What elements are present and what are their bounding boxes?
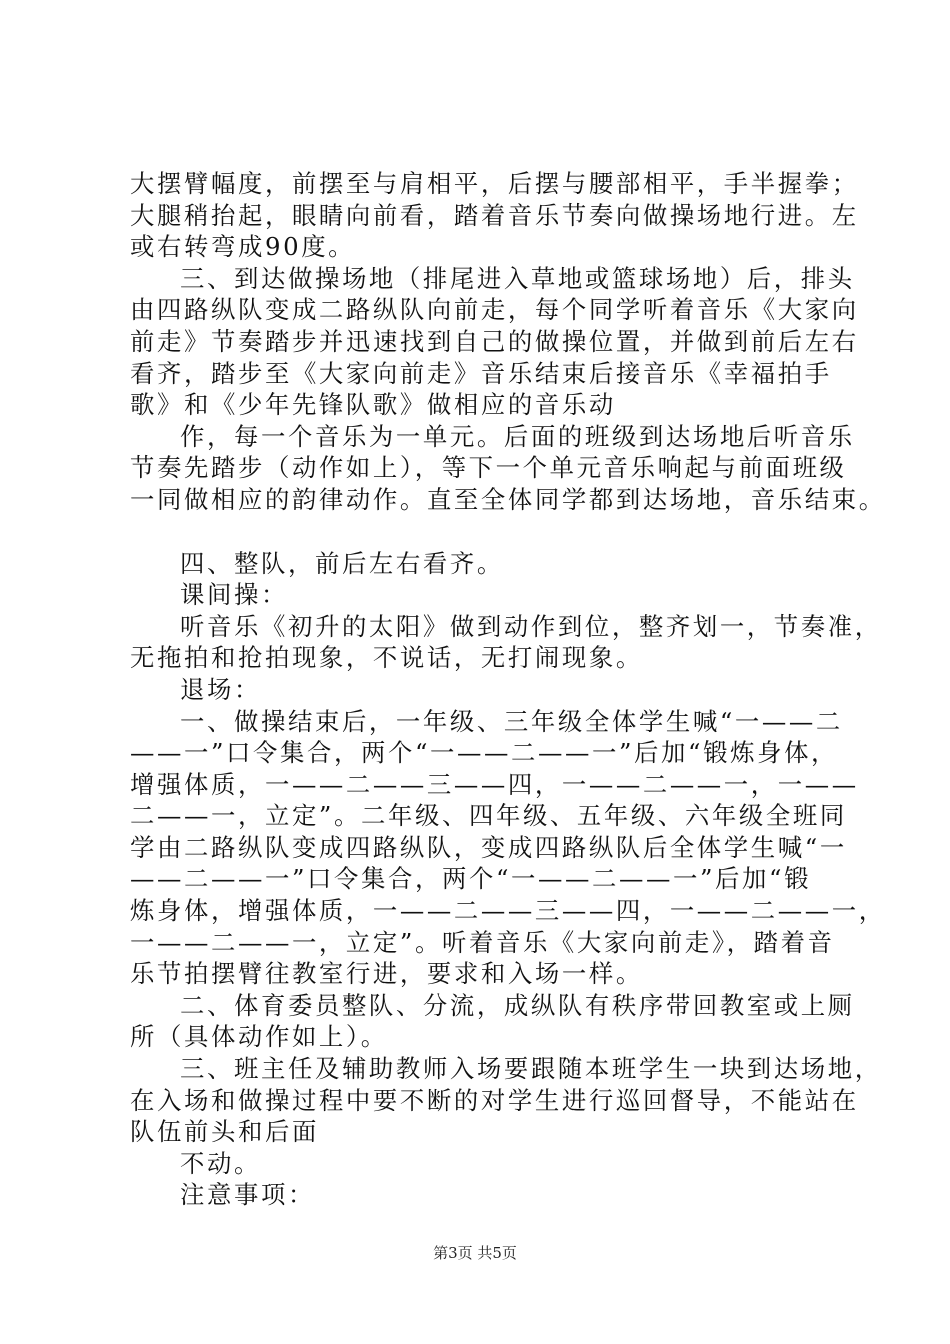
text-line: 四、整队，前后左右看齐。 [180,548,504,578]
text-line: 节奏先踏步（动作如上），等下一个单元音乐响起与前面班级 [130,453,847,483]
text-line: 一同做相应的韵律动作。直至全体同学都到达场地，音乐结束。 [130,484,886,514]
text-line: 一——二——一，立定”。听着音乐《大家向前走》，踏着音 [130,927,835,957]
text-line: 队伍前头和后面 [130,1117,319,1147]
text-line: 大摆臂幅度，前摆至与肩相平，后摆与腰部相平，手半握拳； [130,169,859,198]
text-line: 一、做操结束后，一年级、三年级全体学生喊“一——二 [180,706,843,736]
text-line: 增强体质，一——二——三——四，一——二——一，一—— [130,769,859,799]
text-line: 课间操： [180,580,288,610]
text-line: 不动。 [180,1148,261,1178]
text-line: 所（具体动作如上）。 [130,1022,388,1052]
text-line: 在入场和做操过程中要不断的对学生进行巡回督导，不能站在 [130,1085,859,1115]
text-line: 三、班主任及辅助教师入场要跟随本班学生一块到达场地， [180,1054,882,1084]
text-line: ——一”口令集合，两个“一——二——一”后加“锻炼身体， [130,738,839,768]
text-line: 退场： [180,674,261,704]
text-line: 注意事项： [180,1180,315,1210]
document-body [130,168,886,1211]
text-line: 乐节拍摆臂往教室行进，要求和入场一样。 [130,959,643,989]
text-line: 作，每一个音乐为一单元。后面的班级到达场地后听音乐 [180,421,855,451]
text-line: 炼身体，增强体质，一——二——三——四，一——二——一， [130,896,886,926]
paragraph-gap [130,516,846,548]
text-line: 由四路纵队变成二路纵队向前走，每个同学听着音乐《大家向 [130,295,859,325]
text-line: 无拖拍和抢拍现象，不说话，无打闹现象。 [130,643,643,673]
text-line: 前走》节奏踏步并迅速找到自己的做操位置，并做到前后左右 [130,326,859,356]
text-line: 学由二路纵队变成四路纵队，变成四路纵队后全体学生喊“一 [130,832,847,862]
text-line: 歌》和《少年先锋队歌》做相应的音乐动 [130,390,616,420]
page-footer: 第3页 共5页 [433,1244,517,1262]
text-line: ——二——一”口令集合，两个“一——二——一”后加“锻 [130,864,812,894]
text-line: 二——一，立定”。二年级、四年级、五年级、六年级全班同 [130,801,847,831]
text-line: 大腿稍抬起，眼睛向前看，踏着音乐节奏向做操场地行进。左 [130,200,859,230]
text-line: 三、到达做操场地（排尾进入草地或篮球场地）后，排头 [180,263,855,293]
text-line: 看齐，踏步至《大家向前走》音乐结束后接音乐《幸福拍手 [130,358,832,388]
text-line: 听音乐《初升的太阳》做到动作到位，整齐划一，节奏准， [180,611,882,641]
text-line: 或右转弯成90度。 [130,232,356,262]
text-line: 二、体育委员整队、分流，成纵队有秩序带回教室或上厕 [180,990,855,1020]
